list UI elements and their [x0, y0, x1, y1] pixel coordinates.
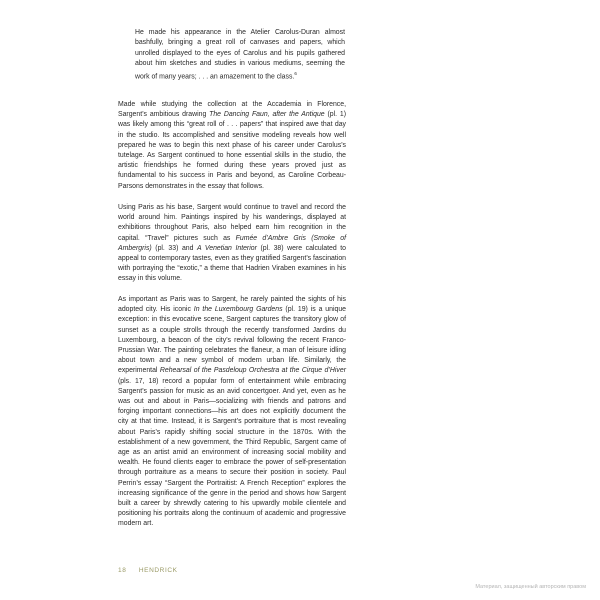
- italic-title: A Venetian Interior: [197, 244, 257, 252]
- body-paragraph-1: [118, 100, 346, 192]
- text-run: (pl. 19) is a unique exception: in this evocative scene, Sargent captures the transitory glow of sunset as a couple strolls through the recently transformed Jardins du Luxembourg, a beacon of the city’s revival following the recent Franco-Prussian War. The painting celebrates the flaneur, a man of leisure idling about town and a new symbol of modern urban life. Similarly, the experimental: [118, 306, 346, 375]
- text-run: As important as Paris was to Sargent, he rarely painted the sights of his adopted city. His iconic: [118, 296, 346, 314]
- italic-title: The Dancing Faun, after the Antique: [209, 111, 325, 119]
- quote-text: He made his appearance in the Atelier Carolus-Duran almost bashfully, bringing a great roll of canvases and papers, which unrolled displayed to the eyes of Carolus and his pupils gathered about him sketches and studies in various mediums, seeming the work of many years; . . . an amazement to the class.: [135, 29, 345, 81]
- text-run: Using Paris as his base, Sargent would continue to travel and record the world around him. Paintings inspired by his wanderings, displayed at exhibitions throughout Paris, also helped earn him recognition in the capital. “Travel” pictures such as: [118, 204, 346, 242]
- text-run: Made while studying the collection at the Accademia in Florence, Sargent’s ambitious drawing: [118, 101, 346, 119]
- block-quote: [135, 28, 345, 83]
- text-run: (pl. 38) were calculated to appeal to contemporary tastes, even as they gratified Sargent’s fascination with portraying the “exotic,” a theme that Hadrien Viraben examines in his essay in this volume.: [118, 244, 346, 283]
- page-number: 18: [118, 567, 127, 574]
- italic-title: Fumée d’Ambre Gris (Smoke of Ambergris): [118, 234, 347, 252]
- copyright-watermark: Материал, защищенный авторским правом: [475, 584, 586, 590]
- running-head: HENDRICK: [138, 567, 178, 574]
- italic-title: In the Luxembourg Gardens: [193, 306, 283, 314]
- text-run: (pl. 33) and: [151, 244, 198, 252]
- page-footer: [118, 567, 178, 574]
- italic-title: Rehearsal of the Pasdeloup Orchestra at the Cirque d’Hiver: [159, 367, 346, 375]
- text-run: (pls. 17, 18) record a popular form of entertainment while embracing Sargent’s passion for music as an avid concertgoer. And yet, even as he was out and about in Paris—socializing with friends and patrons and forging important connections—his art does not explicitly document the city at that time. Instead, it is Sargent’s portraiture that is most revealing about Paris’s rapidly shifting social structure in the 1870s. With the establishment of a new government, the Third Republic, Sargent came of age as an artist amid an environment of increasing social mobility and wealth. He found clients eager to embrace the power of self-presentation through portraiture as a means to secure their position in society. Paul Perrin’s essay “Sargent the Portraitist: A French Reception” explores the increasing significance of the genre in the period and shows how Sargent built a career by shrewdly catering to his upwardly mobile clientele and positioning his portraits along the continuum of academic and progressive modern art.: [118, 377, 346, 528]
- body-paragraph-3: [118, 295, 346, 530]
- body-paragraph-2: [118, 203, 346, 285]
- text-run: (pl. 1) was likely among this “great roll of . . . papers” that inspired awe that day in the studio. Its accomplished and sensitive modeling reveals how well prepared he was to begin this next phase of his career under Carolus’s tutelage. As Sargent continued to hone essential skills in the studio, the artistic friendships he formed during these years proved just as fundamental to his success in Paris and beyond, as Caroline Corbeau-Parsons demonstrates in the essay that follows.: [118, 111, 346, 190]
- footnote-marker: 6: [294, 71, 297, 77]
